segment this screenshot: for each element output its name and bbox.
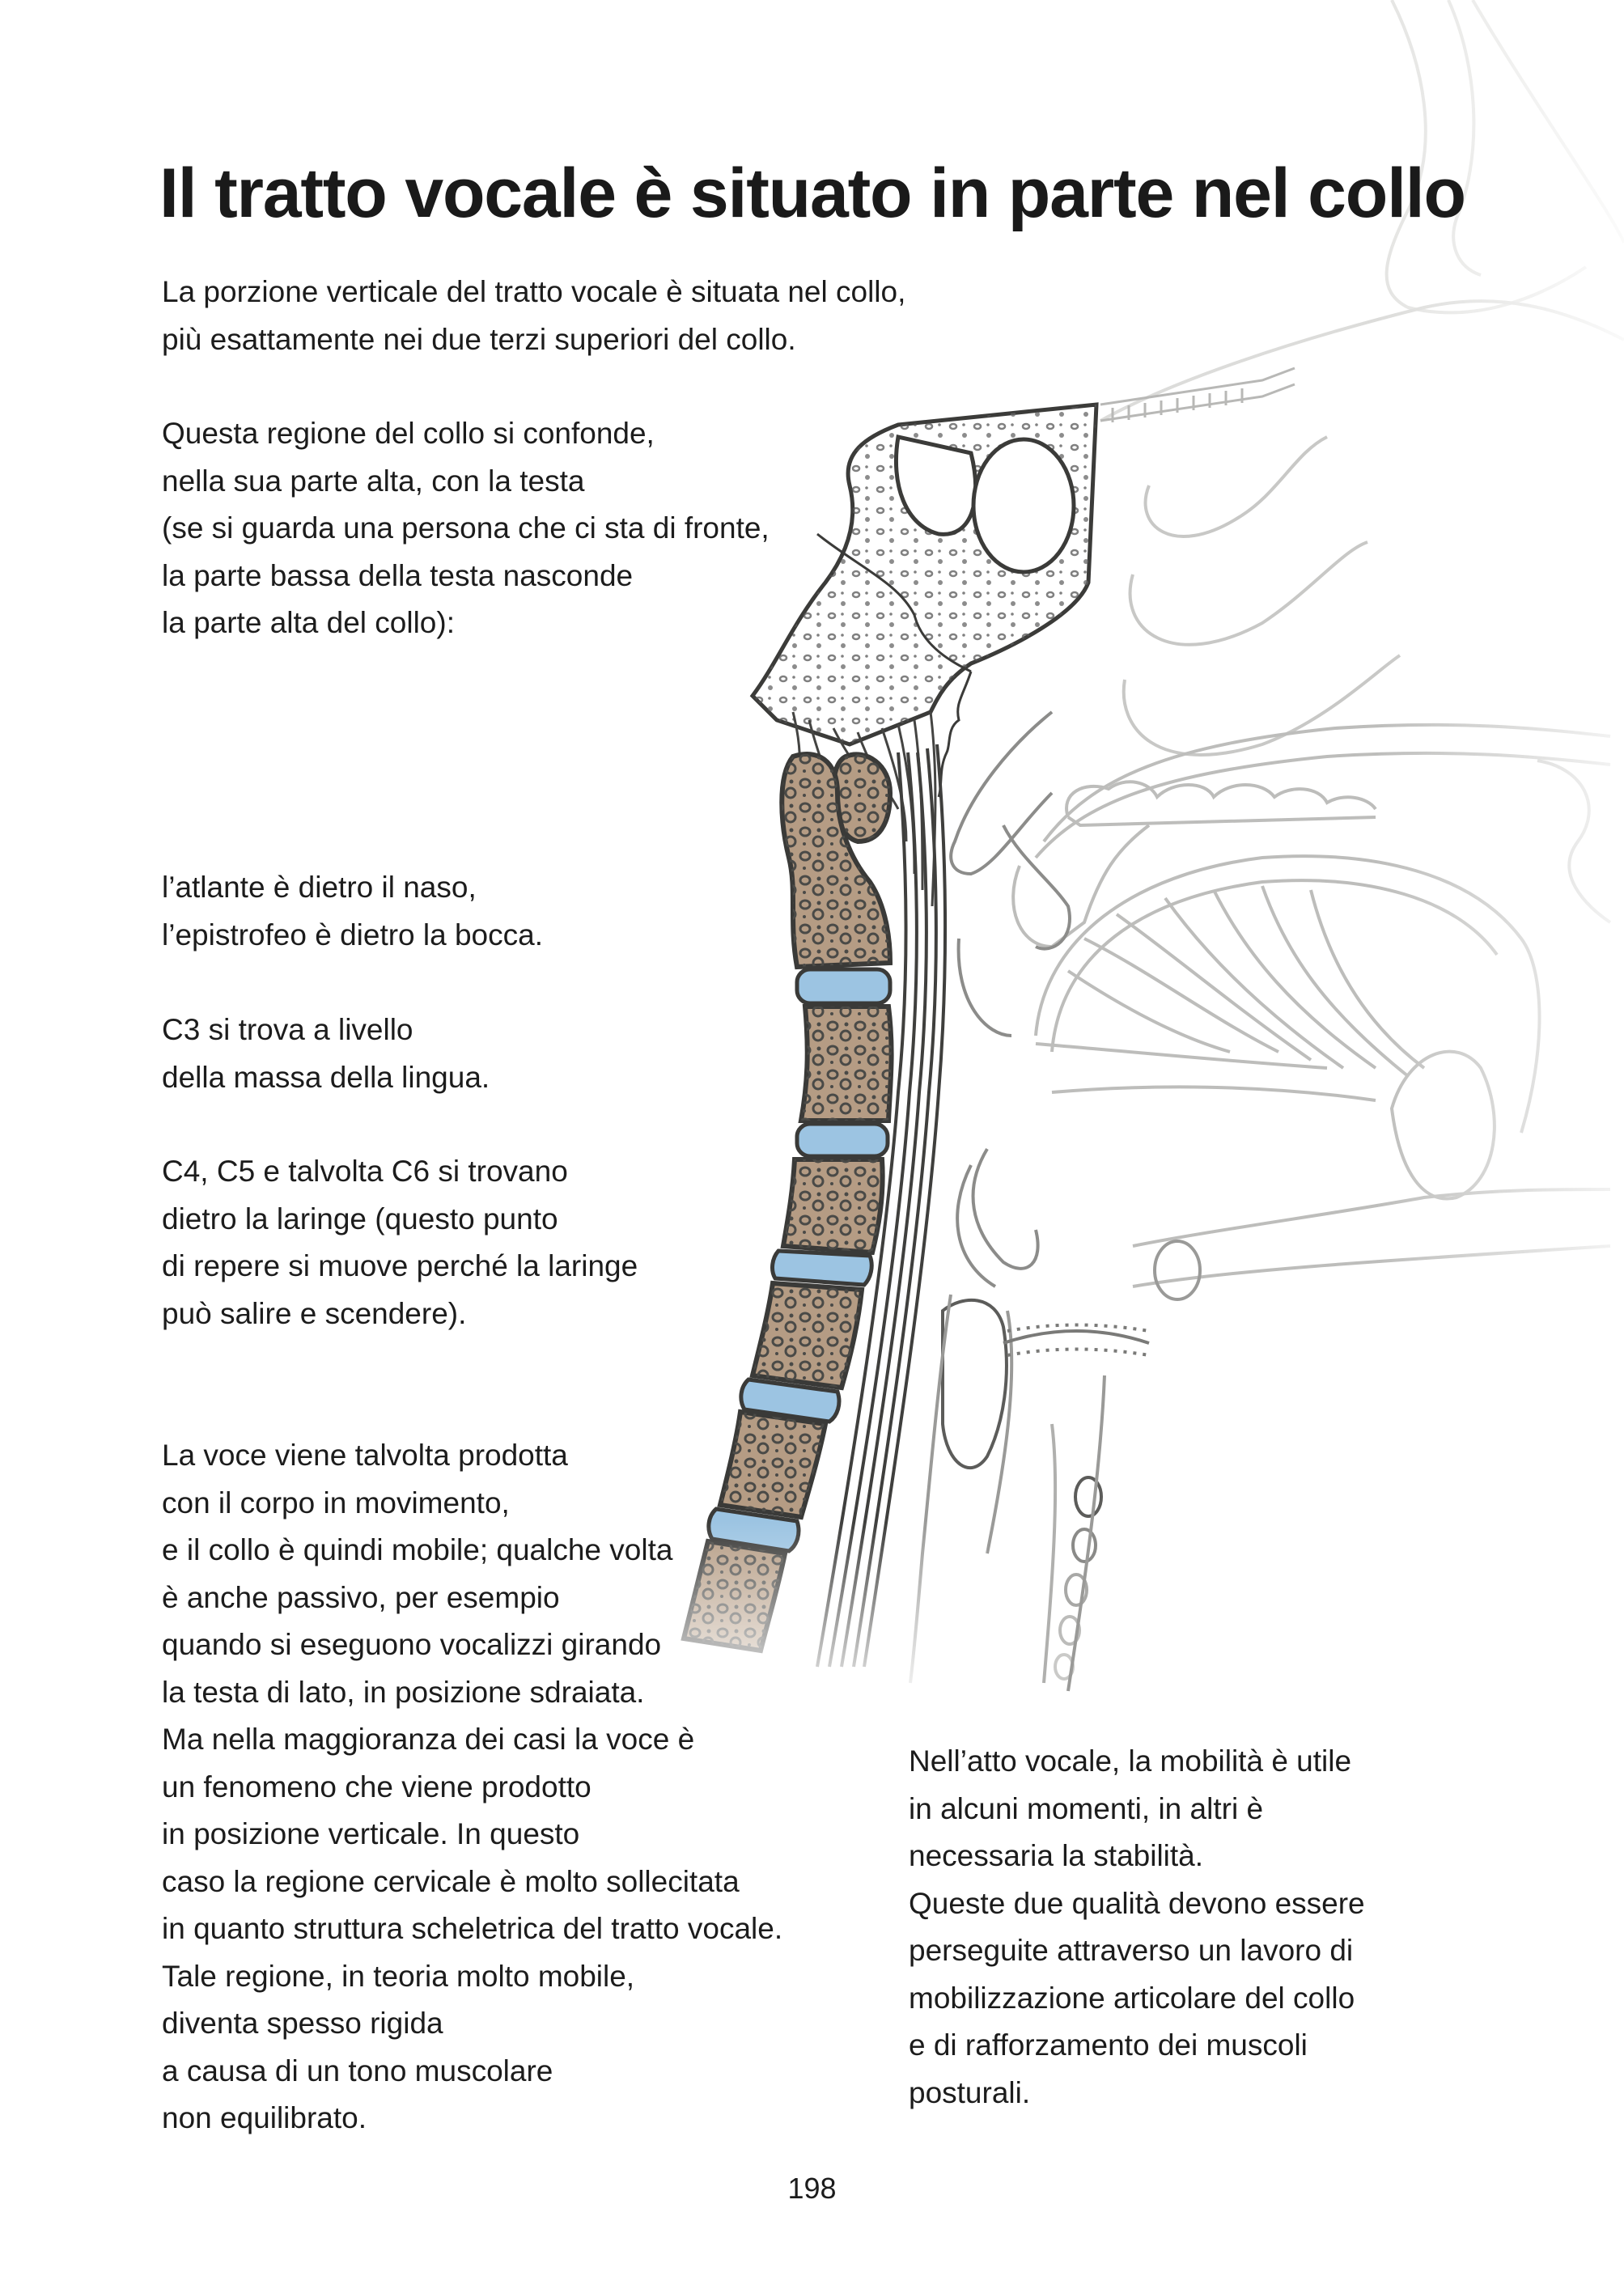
text-line: diventa spesso rigida — [162, 2007, 443, 2040]
text-line: Ma nella maggioranza dei casi la voce è — [162, 1723, 695, 1756]
text-line: nella sua parte alta, con la testa — [162, 464, 585, 498]
text-line: un fenomeno che viene prodotto — [162, 1770, 592, 1803]
text-line: dietro la laringe (questo punto — [162, 1202, 558, 1236]
page-number: 198 — [787, 2172, 837, 2205]
text-line: in alcuni momenti, in altri è — [909, 1791, 1264, 1825]
text-line: con il corpo in movimento, — [162, 1486, 510, 1519]
text-line: Tale regione, in teoria molto mobile, — [162, 1959, 635, 1993]
text-line: non equilibrato. — [162, 2101, 367, 2134]
text-line: posturali. — [909, 2075, 1031, 2109]
soft-palate — [951, 712, 1200, 1299]
text-line: La porzione verticale del tratto vocale è situata nel collo, — [162, 275, 906, 308]
text-line: Questa regione del collo si confonde, — [162, 417, 655, 450]
atlas-axis-paragraph — [162, 864, 543, 959]
text-line: a causa di un tono muscolare — [162, 2054, 553, 2087]
text-line: La voce viene talvolta prodotta — [162, 1439, 568, 1472]
text-line: Nell’atto vocale, la mobilità è utile — [909, 1744, 1352, 1778]
c3-paragraph — [162, 1007, 490, 1101]
text-line: è anche passivo, per esempio — [162, 1580, 560, 1614]
text-line: perseguite attraverso un lavoro di — [909, 1934, 1354, 1967]
text-line: necessaria la stabilità. — [909, 1839, 1204, 1872]
intro-paragraph — [162, 269, 905, 363]
c4-c6-paragraph — [162, 1148, 638, 1337]
page-title: Il tratto vocale è situato in parte nel collo — [159, 155, 1465, 232]
text-line: caso la regione cervicale è molto sollecitata — [162, 1864, 740, 1898]
text-line: più esattamente nei due terzi superiori del collo. — [162, 322, 796, 356]
text-line: l’epistrofeo è dietro la bocca. — [162, 918, 543, 952]
text-line: in quanto struttura scheletrica del tratto vocale. — [162, 1912, 783, 1945]
mobility-stability-paragraph — [909, 1738, 1365, 2117]
text-line: può salire e scendere). — [162, 1296, 467, 1330]
text-line: in posizione verticale. In questo — [162, 1817, 580, 1850]
voice-movement-paragraph — [162, 1432, 782, 2143]
text-line: della massa della lingua. — [162, 1060, 490, 1094]
text-line: Queste due qualità devono essere — [909, 1886, 1365, 1920]
nasal-conchae — [1124, 437, 1400, 755]
text-line: e il collo è quindi mobile; qualche volta — [162, 1533, 673, 1566]
text-line: la testa di lato, in posizione sdraiata. — [162, 1675, 645, 1709]
text-line: e di rafforzamento dei muscoli — [909, 2028, 1308, 2062]
text-line: la parte alta del collo): — [162, 606, 455, 639]
neck-region-paragraph — [162, 410, 770, 647]
text-line: C4, C5 e talvolta C6 si trovano — [162, 1155, 568, 1188]
text-line: l’atlante è dietro il naso, — [162, 871, 477, 904]
text-line: la parte bassa della testa nasconde — [162, 558, 634, 592]
text-line: C3 si trova a livello — [162, 1013, 413, 1046]
text-line: (se si guarda una persona che ci sta di fronte, — [162, 511, 770, 545]
text-line: quando si eseguono vocalizzi girando — [162, 1628, 662, 1661]
text-line: mobilizzazione articolare del collo — [909, 1981, 1355, 2015]
text-line: di repere si muove perché la laringe — [162, 1249, 638, 1282]
